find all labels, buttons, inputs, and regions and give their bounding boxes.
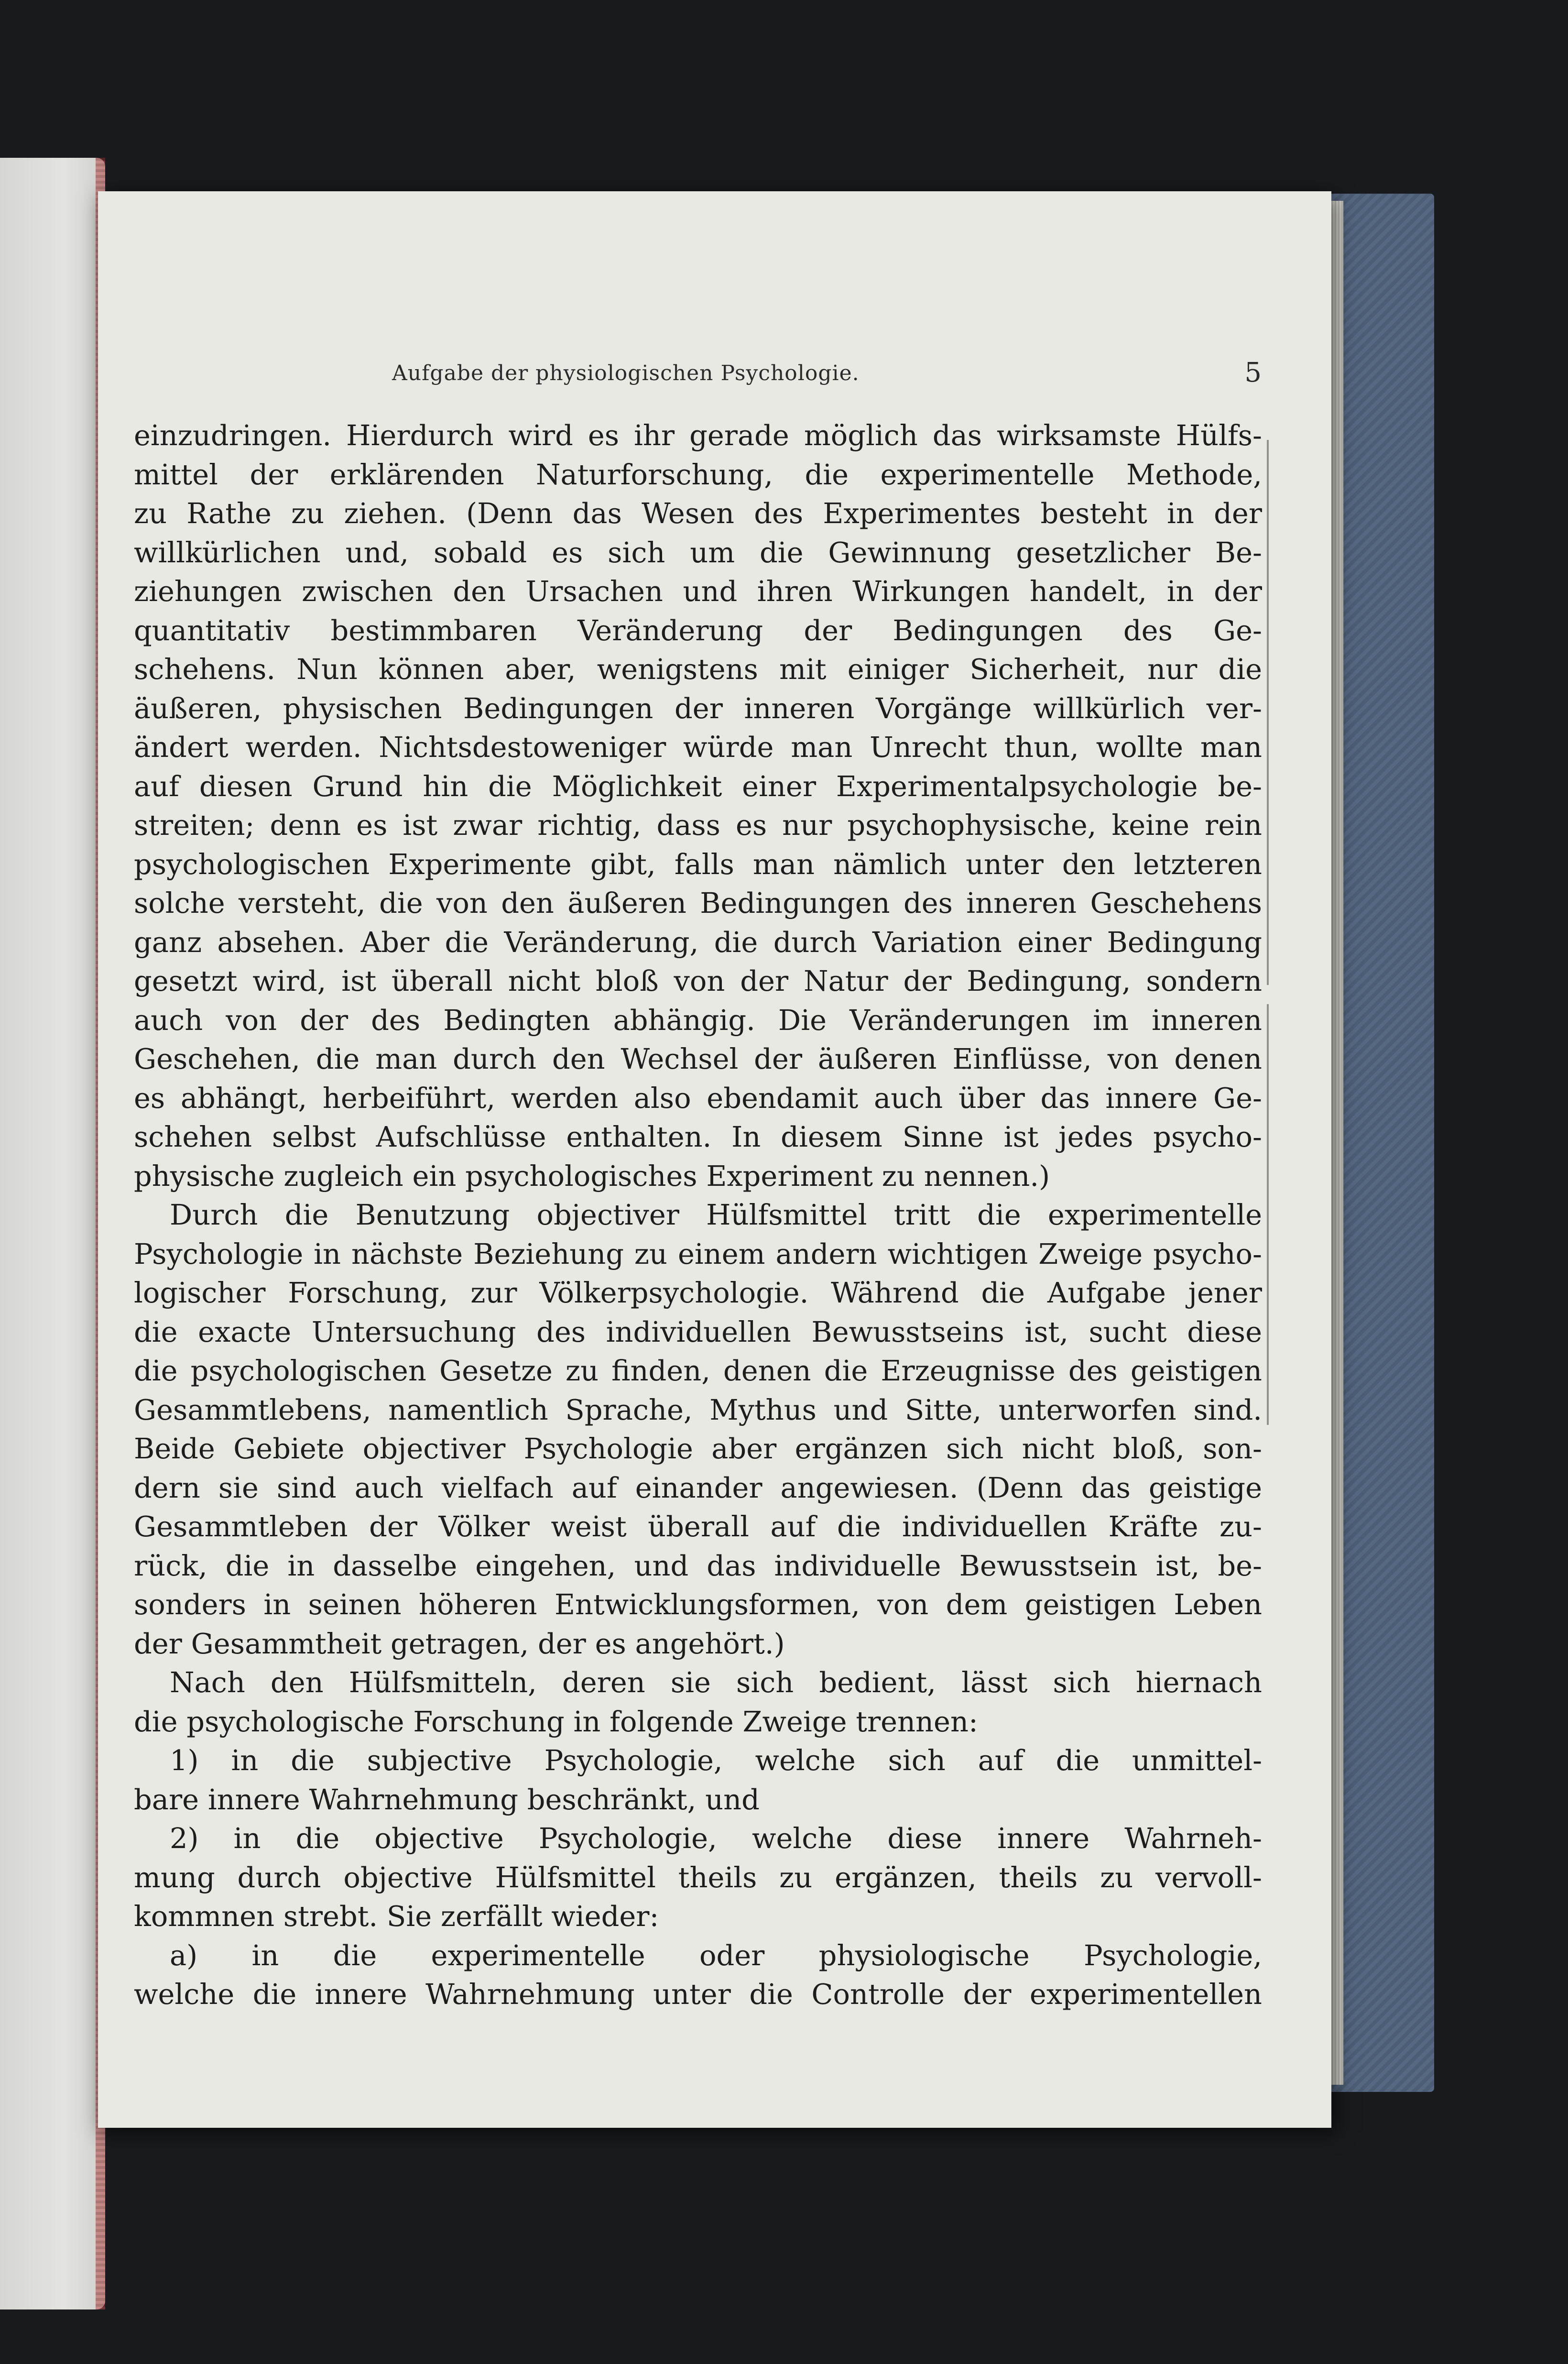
text-line: äußeren, physischen Bedingungen der inneren Vorgänge willkürlich ver-	[134, 691, 1262, 725]
text-line: ändert werden. Nichtsdestoweniger würde man Unrecht thun, wollte man	[134, 731, 1262, 764]
text-line: es abhängt, herbeiführt, werden also ebendamit auch über das innere Ge-	[134, 1081, 1262, 1115]
text-line: quantitativ bestimmbaren Veränderung der Bedingungen des Ge-	[134, 613, 1262, 647]
text-line: einzudringen. Hierdurch wird es ihr gerade möglich das wirksamste Hülfs-	[134, 419, 1262, 452]
text-line: psychologischen Experimente gibt, falls man nämlich unter den letzteren	[134, 847, 1262, 881]
text-line: auch von der des Bedingten abhängig. Die Veränderungen im inneren	[134, 1003, 1262, 1037]
text-line: sonders in seinen höheren Entwicklungsformen, von dem geistigen Leben	[134, 1588, 1262, 1621]
text-line: ziehungen zwischen den Ursachen und ihren Wirkungen handelt, in der	[134, 575, 1262, 608]
text-line: gesetzt wird, ist überall nicht bloß von der Natur der Bedingung, sondern	[134, 964, 1262, 997]
text-line: 2) in die objective Psychologie, welche diese innere Wahrneh-	[170, 1822, 1262, 1855]
text-line: schehen selbst Aufschlüsse enthalten. In diesem Sinne ist jedes psycho-	[134, 1120, 1262, 1153]
text-line: Durch die Benutzung objectiver Hülfsmittel tritt die experimentelle	[170, 1198, 1262, 1231]
text-line: Gesammtlebens, namentlich Sprache, Mythus und Sitte, unterworfen sind.	[134, 1393, 1262, 1426]
book-page	[98, 191, 1331, 2128]
text-line: der Gesammtheit getragen, der es angehört.)	[134, 1627, 785, 1660]
text-line: Beide Gebiete objectiver Psychologie aber ergänzen sich nicht bloß, son-	[134, 1432, 1262, 1465]
text-line: schehens. Nun können aber, wenigstens mit einiger Sicherheit, nur die	[134, 653, 1262, 686]
left-page-edge	[0, 158, 105, 2309]
text-line: 1) in die subjective Psychologie, welche sich auf die unmittel-	[170, 1744, 1262, 1777]
text-line: mittel der erklärenden Naturforschung, die experimentelle Methode,	[134, 458, 1262, 491]
text-line: logischer Forschung, zur Völkerpsychologie. Während die Aufgabe jener	[134, 1276, 1262, 1309]
running-title: Aufgabe der physiologischen Psychologie.	[392, 361, 860, 385]
page-number: 5	[1244, 357, 1262, 388]
book-cover	[1329, 194, 1434, 2092]
text-line: zu Rathe zu ziehen. (Denn das Wesen des Experimentes besteht in der	[134, 497, 1262, 530]
text-line: ganz absehen. Aber die Veränderung, die durch Variation einer Bedingung	[134, 925, 1262, 959]
text-line: mung durch objective Hülfsmittel theils zu ergänzen, theils zu vervoll-	[134, 1861, 1262, 1894]
text-line: auf diesen Grund hin die Möglichkeit einer Experimentalpsychologie be-	[134, 769, 1262, 803]
pencil-margin-line	[1267, 440, 1269, 985]
text-line: Psychologie in nächste Beziehung zu einem andern wichtigen Zweige psycho-	[134, 1237, 1262, 1270]
body-text	[134, 416, 1262, 2014]
text-line: die psychologische Forschung in folgende Zweige trennen:	[134, 1705, 978, 1738]
text-line: rück, die in dasselbe eingehen, und das individuelle Bewusstsein ist, be-	[134, 1549, 1262, 1582]
text-line: Gesammtleben der Völker weist überall auf die individuellen Kräfte zu-	[134, 1510, 1262, 1543]
text-line: die psychologischen Gesetze zu finden, denen die Erzeugnisse des geistigen	[134, 1354, 1262, 1387]
text-line: streiten; denn es ist zwar richtig, dass es nur psychophysische, keine rein	[134, 809, 1262, 842]
text-line: physische zugleich ein psychologisches Experiment zu nennen.)	[134, 1159, 1050, 1193]
text-line: dern sie sind auch vielfach auf einander angewiesen. (Denn das geistige	[134, 1471, 1262, 1504]
text-line: a) in die experimentelle oder physiologische Psychologie,	[170, 1938, 1262, 1972]
pencil-margin-line	[1267, 1004, 1269, 1425]
text-line: willkürlichen und, sobald es sich um die Gewinnung gesetzlicher Be-	[134, 536, 1262, 569]
text-line: bare innere Wahrnehmung beschränkt, und	[134, 1783, 760, 1816]
text-line: kommnen strebt. Sie zerfällt wieder:	[134, 1900, 659, 1933]
text-line: welche die innere Wahrnehmung unter die Controlle der experimentellen	[134, 1978, 1262, 2011]
text-line: Geschehen, die man durch den Wechsel der äußeren Einflüsse, von denen	[134, 1042, 1262, 1075]
text-line: solche versteht, die von den äußeren Bedingungen des inneren Geschehens	[134, 886, 1262, 919]
text-line: Nach den Hülfsmitteln, deren sie sich bedient, lässt sich hiernach	[170, 1666, 1262, 1699]
text-line: die exacte Untersuchung des individuellen Bewusstseins ist, sucht diese	[134, 1315, 1262, 1348]
